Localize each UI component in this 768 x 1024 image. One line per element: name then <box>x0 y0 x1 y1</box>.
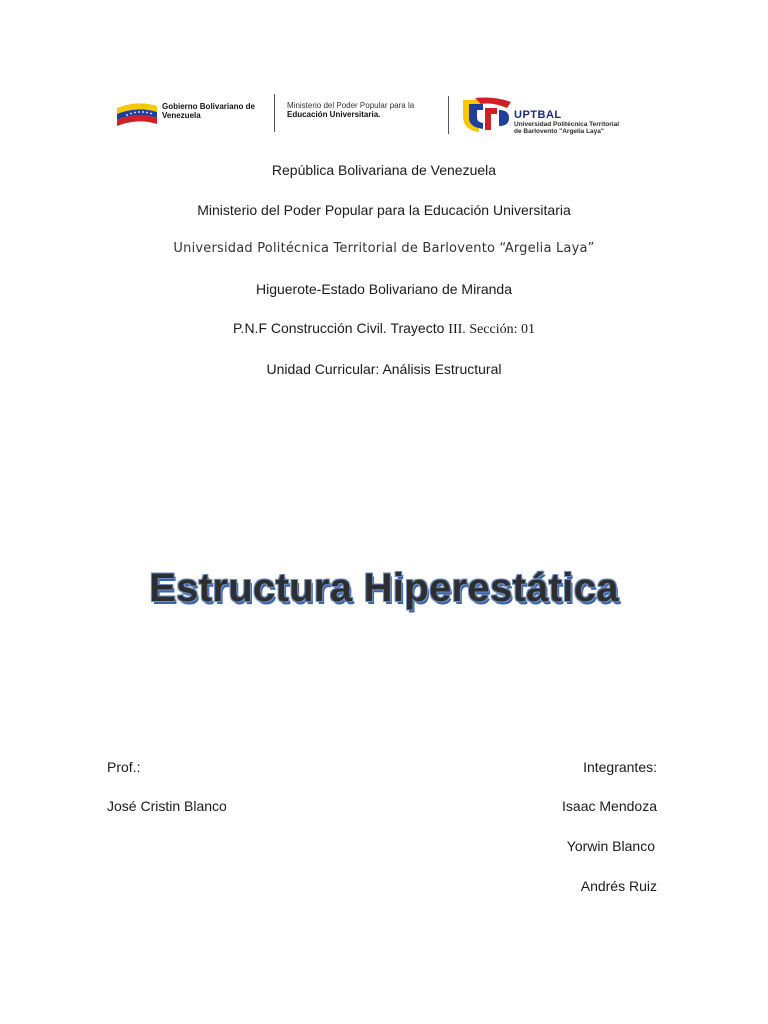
member-name: Yorwin Blanco <box>566 838 655 854</box>
university-name <box>514 121 619 135</box>
document-title: Estructura Hiperestática <box>149 566 619 610</box>
university-line-1: Universidad Politécnica Territorial <box>514 121 619 128</box>
banner-divider <box>448 96 449 134</box>
program-line <box>0 320 768 338</box>
member-name: Andrés Ruiz <box>580 878 657 894</box>
ministry-name <box>287 101 414 119</box>
location-line: Higuerote-Estado Bolivariano de Miranda <box>255 281 513 297</box>
ministry-line-1: Ministerio del Poder Popular para la <box>287 101 415 110</box>
program-prefix: P.N.F Construcción Civil. Trayecto <box>233 320 449 336</box>
ministry-line-2: Educación Universitaria. <box>287 110 381 119</box>
uptbal-emblem-icon <box>461 96 513 134</box>
government-line-2: Venezuela <box>162 111 201 120</box>
program-section: III. Sección: 01 <box>448 322 535 337</box>
header-banner <box>115 94 645 138</box>
republic-line: República Bolivariana de Venezuela <box>271 162 497 178</box>
member-name: Isaac Mendoza <box>562 798 657 814</box>
professor-name: José Cristin Blanco <box>107 798 227 814</box>
university-line: Universidad Politécnica Territorial de Barlovento “Argelia Laya” <box>173 241 595 256</box>
ministry-line: Ministerio del Poder Popular para la Educación Universitaria <box>197 202 571 218</box>
university-line-2: de Barlovento "Argelia Laya" <box>514 128 604 135</box>
course-line: Unidad Curricular: Análisis Estructural <box>266 361 502 377</box>
banner-divider <box>274 94 275 132</box>
members-label: Integrantes: <box>583 759 657 775</box>
university-abbreviation: UPTBAL <box>514 109 562 121</box>
venezuela-flag-icon <box>115 98 159 130</box>
government-line-1: Gobierno Bolivariano de <box>162 102 255 111</box>
professor-label: Prof.: <box>107 759 141 775</box>
government-name <box>162 102 255 120</box>
